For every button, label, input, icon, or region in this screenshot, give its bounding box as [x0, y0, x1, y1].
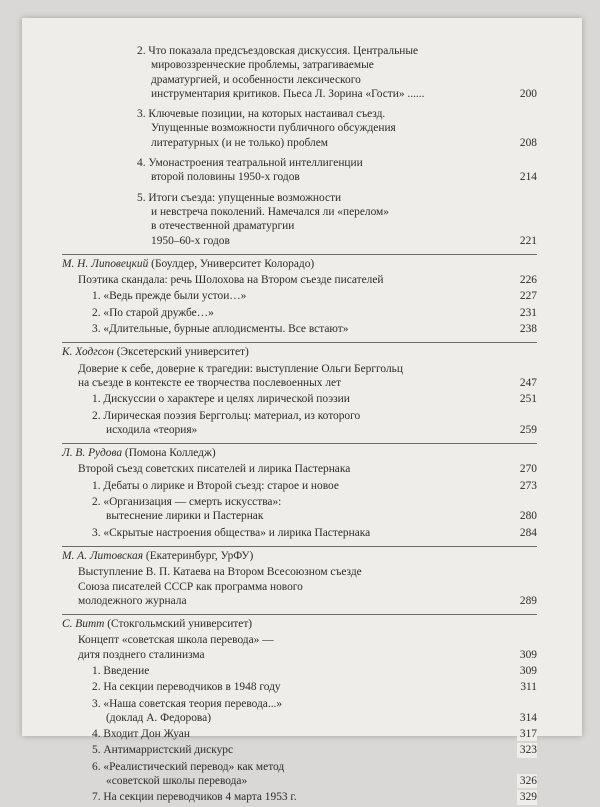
toc-entry-text: 1. Введение	[92, 664, 150, 677]
toc-entry-text: драматургией, и особенности лексического	[151, 73, 361, 86]
toc-page-number: 221	[517, 234, 537, 248]
toc-entry-text: 2. Лирическая поэзия Берггольц: материал, из которого	[92, 409, 361, 422]
author-name: Л. В. Рудова	[62, 447, 123, 460]
toc-entry-text: инструментария критиков. Пьеса Л. Зорина «Гости» ......	[151, 87, 425, 100]
toc-entry-text: на съезде в контексте ее творчества послевоенных лет	[78, 376, 342, 389]
toc-entry[interactable]	[62, 664, 537, 678]
toc-entry[interactable]	[62, 565, 537, 608]
toc-entry-text: молодежного журнала	[78, 594, 187, 607]
toc-entry-text: 1. Дебаты о лирике и Второй съезд: старое и новое	[92, 479, 339, 492]
toc-page-number: 323	[517, 743, 537, 757]
toc-page-number: 227	[517, 289, 537, 303]
toc-entry[interactable]	[62, 156, 537, 185]
toc-entry-text: 2. «По старой дружбе…»	[92, 306, 214, 319]
toc-entry[interactable]	[62, 633, 537, 662]
toc-entry[interactable]	[62, 362, 537, 391]
toc-entry-text: Союза писателей СССР как программа нового	[78, 580, 303, 593]
author-name: М. А. Литовская	[62, 549, 144, 562]
toc-entry-text: 7. На секции переводчиков 4 марта 1953 г.	[92, 791, 297, 804]
toc-entry-text: 6. «Реалистический перевод» как метод	[92, 760, 285, 773]
author-affiliation: (Помона Колледж)	[122, 447, 216, 460]
toc-page-number: 317	[517, 727, 537, 741]
toc-entry-text: 4. Умонастроения театральной интеллигенции	[137, 157, 363, 170]
toc-entry-text: 2. «Организация — смерть искусства»:	[92, 496, 282, 509]
toc-page-number: 251	[517, 392, 537, 406]
toc-entry-text: Концепт «советская школа перевода» —	[78, 634, 274, 647]
author-line	[62, 614, 537, 631]
toc-entry-text: Выступление В. П. Катаева на Втором Всесоюзном съезде	[78, 566, 362, 579]
toc-page-number: 309	[517, 664, 537, 678]
toc-page-number: 326	[517, 774, 537, 788]
toc-entry-text: литературных (и не только) проблем	[151, 136, 329, 149]
toc-entry-text: Доверие к себе, доверие к трагедии: выступление Ольги Берггольц	[78, 362, 403, 375]
author-affiliation: (Екатеринбург, УрФУ)	[143, 549, 254, 562]
toc-entry-text: 3. «Длительные, бурные аплодисменты. Все встают»	[92, 323, 349, 336]
author-affiliation: (Эксетерский университет)	[113, 346, 249, 359]
toc-entry[interactable]	[62, 743, 537, 757]
toc-entry[interactable]	[62, 322, 537, 336]
author-line	[62, 443, 537, 460]
toc-entry[interactable]	[62, 680, 537, 694]
toc-entry-text: Второй съезд советских писателей и лирика Пастернака	[78, 463, 351, 476]
toc-entry[interactable]	[62, 479, 537, 493]
toc-page-number: 309	[517, 648, 537, 662]
toc-page-number: 289	[517, 594, 537, 608]
toc-page-number: 273	[517, 479, 537, 493]
toc-entry-text: и невстреча поколений. Намечался ли «перелом»	[151, 205, 389, 218]
toc-entry-text: мировоззренческие проблемы, затрагиваемые	[151, 59, 374, 72]
toc-entry[interactable]	[62, 273, 537, 287]
toc-entry[interactable]	[62, 526, 537, 540]
toc-entry-text: Поэтика скандала: речь Шолохова на Втором съезде писателей	[78, 274, 384, 287]
toc-entry[interactable]	[62, 462, 537, 476]
author-line	[62, 342, 537, 359]
author-affiliation: (Боулдер, Университет Колорадо)	[148, 257, 315, 270]
toc-entry-text: 2. Что показала предсъездовская дискуссия. Центральные	[137, 45, 419, 57]
toc-entry-text: вытеснение лирики и Пастернак	[106, 510, 264, 523]
book-page	[22, 18, 582, 804]
toc-entry-text: 5. Антимарристский дискурс	[92, 744, 234, 757]
author-line	[62, 546, 537, 563]
toc-page-number: 284	[517, 526, 537, 540]
toc-entry-text: 4. Входит Дон Жуан	[92, 728, 190, 741]
toc-entry[interactable]	[62, 409, 537, 438]
toc-entry-text: 3. «Скрытые настроения общества» и лирика Пастернака	[92, 526, 371, 539]
toc-page-number: 200	[517, 87, 537, 101]
toc-entry[interactable]	[62, 727, 537, 741]
toc-entry[interactable]	[62, 107, 537, 150]
toc-entry-text: Упущенные возможности публичного обсуждения	[151, 122, 396, 135]
toc-entry[interactable]	[62, 495, 537, 524]
toc-entry[interactable]	[62, 289, 537, 303]
toc-entry-text: (доклад А. Федорова)	[106, 711, 211, 724]
toc-entry-text: второй половины 1950-х годов	[151, 171, 300, 184]
toc-page-number: 231	[517, 306, 537, 320]
toc-entry[interactable]	[62, 306, 537, 320]
toc-entry-text: 5. Итоги съезда: упущенные возможности	[137, 191, 342, 204]
toc-entry[interactable]	[62, 697, 537, 726]
toc-page-number: 226	[517, 273, 537, 287]
toc-entry-text: дитя позднего сталинизма	[78, 648, 205, 661]
toc-page-number: 238	[517, 322, 537, 336]
toc-entry-text: исходила «теория»	[106, 423, 198, 436]
author-name: М. Н. Липовецкий	[62, 257, 149, 270]
toc-page-number: 314	[517, 711, 537, 725]
toc-entry[interactable]	[62, 392, 537, 406]
toc-page-number: 311	[517, 680, 537, 694]
table-of-contents	[62, 44, 537, 807]
toc-entry[interactable]	[62, 790, 537, 804]
toc-entry[interactable]	[62, 44, 537, 101]
author-line	[62, 254, 537, 271]
toc-page-number: 329	[517, 790, 537, 804]
author-name: С. Витт	[62, 618, 105, 631]
toc-page-number: 214	[517, 170, 537, 184]
toc-entry-text: 1. Дискуссии о характере и целях лирической поэзии	[92, 393, 350, 406]
author-affiliation: (Стокгольмский университет)	[104, 618, 253, 631]
toc-entry-text: 1. «Ведь прежде были устои…»	[92, 290, 247, 303]
toc-entry-text: 3. Ключевые позиции, на которых настаивал съезд.	[137, 108, 386, 121]
toc-entry[interactable]	[62, 760, 537, 789]
toc-entry[interactable]	[62, 191, 537, 248]
author-name: К. Ходгсон	[62, 346, 114, 359]
toc-entry-text: в отечественной драматургии	[151, 220, 295, 233]
toc-entry-text: «советской школы перевода»	[106, 775, 248, 788]
toc-page-number: 270	[517, 462, 537, 476]
toc-entry-text: 3. «Наша советская теория перевода...»	[92, 697, 283, 710]
toc-page-number: 280	[517, 509, 537, 523]
toc-page-number: 208	[517, 136, 537, 150]
toc-page-number: 247	[517, 376, 537, 390]
toc-page-number: 259	[517, 423, 537, 437]
toc-entry-text: 2. На секции переводчиков в 1948 году	[92, 681, 281, 694]
toc-entry-text: 1950–60-х годов	[151, 234, 230, 247]
